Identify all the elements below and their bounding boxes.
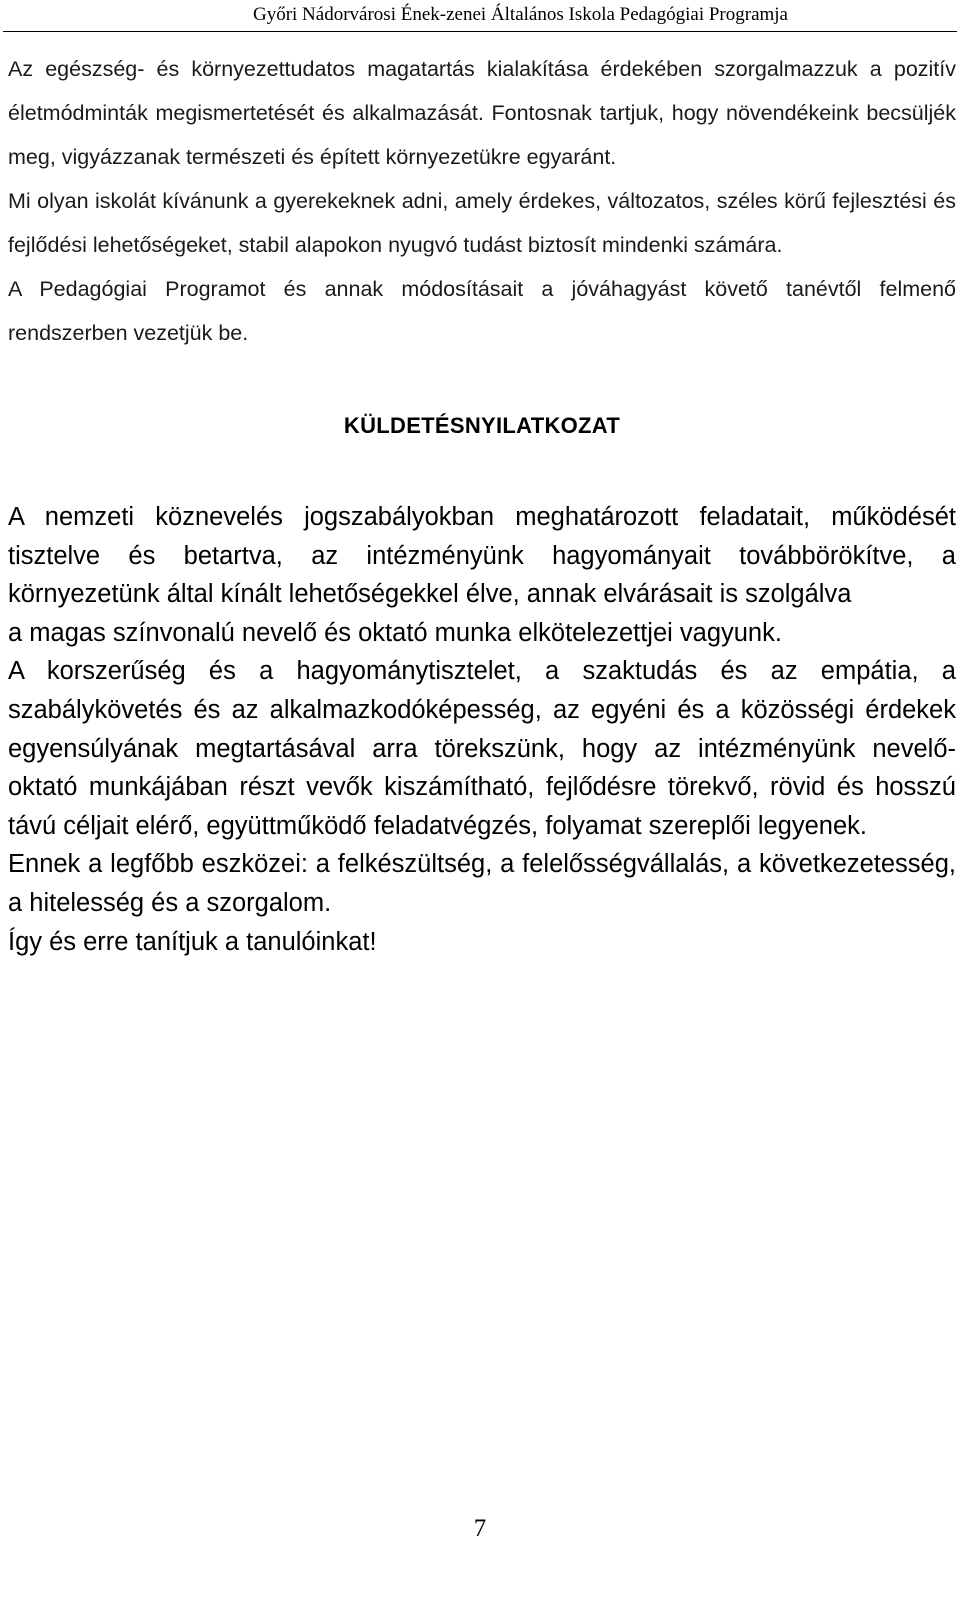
page-content	[8, 47, 956, 961]
running-header: Győri Nádorvárosi Ének-zenei Általános Iskola Pedagógiai Programja	[252, 4, 788, 25]
page-number: 7	[473, 1515, 487, 1542]
intro-section	[8, 47, 956, 355]
header-divider	[3, 31, 957, 32]
mission-paragraph: Ennek a legfőbb eszközei: a felkészültség, a felelősségvállalás, a következetesség, a hitelesség és a szorgalom.	[8, 850, 956, 917]
section-title: KÜLDETÉSNYILATKOZAT	[343, 413, 621, 438]
intro-paragraph-school-vision: Mi olyan iskolát kívánunk a gyerekeknek adni, amely érdekes, változatos, széles körű fejlesztési és fejlődési lehetőségeket, stabil alapokon nyugvó tudást biztosít mindenki számára.	[8, 189, 956, 257]
mission-paragraph: a magas színvonalú nevelő és oktató munka elkötelezettjei vagyunk.	[8, 618, 782, 647]
intro-paragraph-health: Az egészség- és környezettudatos magatartás kialakítása érdekében szorgalmazzuk a pozitív életmódminták megismertetését és alkalmazását. Fontosnak tartjuk, hogy növendékeink becsüljék meg, vigyázzanak természeti és épített környezetükre egyaránt.	[8, 57, 956, 169]
mission-paragraph: Így és erre tanítjuk a tanulóinkat!	[8, 927, 377, 956]
intro-paragraph-introduction: A Pedagógiai Programot és annak módosításait a jóváhagyást követő tanévtől felmenő rendszerben vezetjük be.	[8, 277, 956, 345]
mission-paragraph: A nemzeti köznevelés jogszabályokban meghatározott feladatait, működését tisztelve és betartva, az intézményünk hagyományait továbbörökítve, a környezetünk által kínált lehetőségekkel élve, annak elvárásait is szolgálva	[8, 503, 956, 609]
mission-paragraph: A korszerűség és a hagyománytisztelet, a szaktudás és az empátia, a szabálykövetés és az alkalmazkodóképesség, az egyéni és a közösségi érdekek egyensúlyának megtartásával arra törekszünk, hogy az intézményünk nevelő-oktató munkájában részt vevők kiszámítható, fejlődésre törekvő, rövid és hosszú távú céljait elérő, együttműködő feladatvégzés, folyamat szereplői legyenek.	[8, 657, 956, 840]
mission-statement	[8, 498, 956, 961]
